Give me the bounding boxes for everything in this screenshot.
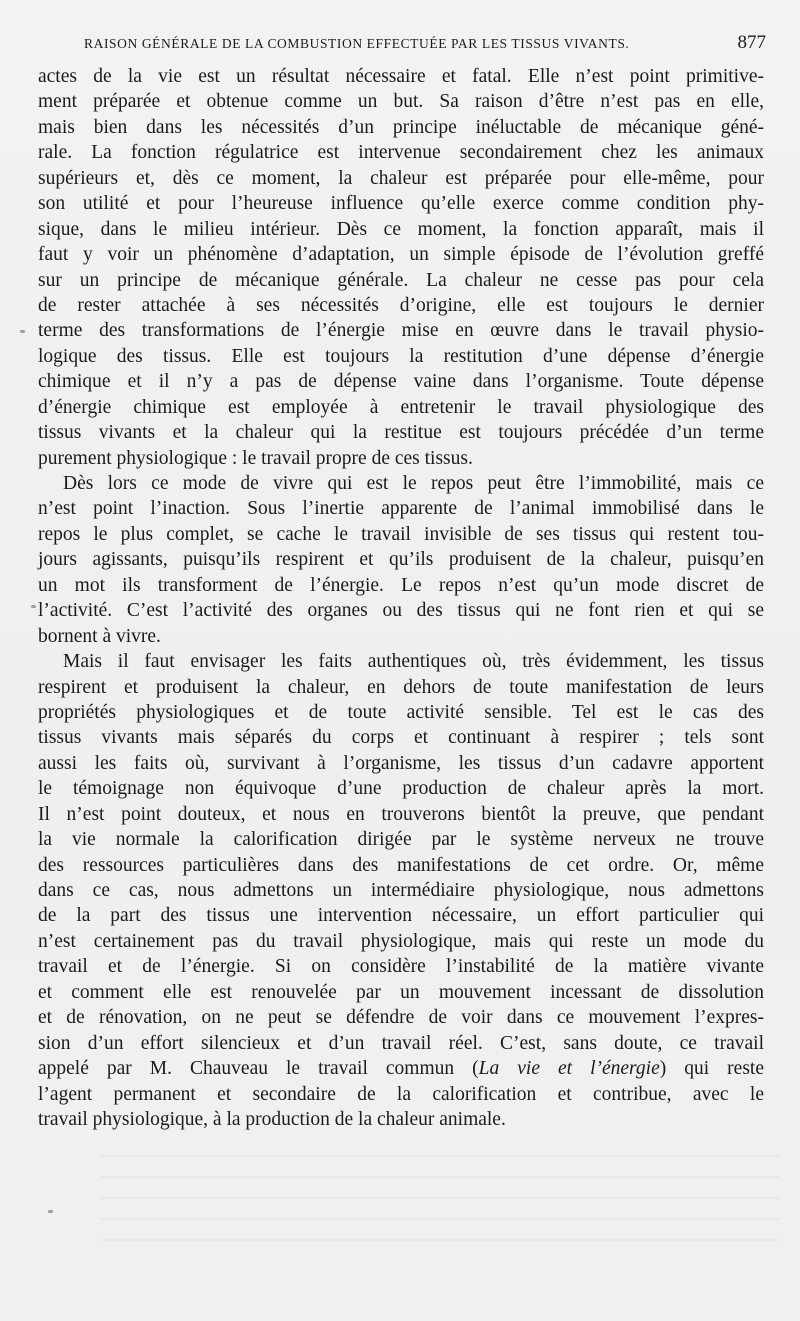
- margin-speck: [20, 330, 25, 333]
- text-line: dans ce cas, nous admettons un intermédiaire physiologique, nous admettons: [38, 880, 764, 901]
- text-line: n’est point l’inaction. Sous l’inertie apparente de l’animal immobilisé dans le: [38, 498, 764, 520]
- text-line: chimique et il n’y a pas de dépense vaine dans l’organisme. Toute dépense: [38, 371, 764, 393]
- text-line: tissus vivants mais séparés du corps et continuant à respirer ; tels sont: [38, 727, 764, 749]
- text-line: de rester attachée à ses nécessités d’origine, elle est toujours le dernier: [38, 294, 764, 316]
- text-line: le témoignage non équivoque d’une production de chaleur après la mort.: [38, 778, 764, 800]
- text-line: un mot ils transforment de l’énergie. Le repos n’est qu’un mode discret de: [38, 574, 764, 596]
- text-line: respirent et produisent la chaleur, en dehors de toute manifestation de leurs: [38, 676, 764, 698]
- text-line: mais bien dans les nécessités d’un principe inéluctable de mécanique géné-: [38, 116, 764, 138]
- text-line: d’énergie chimique est employée à entretenir le travail physiologique des: [38, 396, 764, 418]
- text-line: et comment elle est renouvelée par un mouvement incessant de dissolution: [38, 981, 764, 1003]
- show-through-texture: [100, 1155, 780, 1250]
- paragraph-end-line: travail physiologique, à la production de la chaleur animale.: [38, 1108, 506, 1130]
- cited-title: La vie et l’énergie: [478, 1058, 660, 1080]
- text-line: travail et de l’énergie. Si on considère l’instabilité de la matière vivante: [38, 956, 764, 978]
- paragraph-start-line: Mais il faut envisager les faits authentiques où, très évidemment, les tissus: [63, 651, 764, 673]
- paragraph-start-line: Dès lors ce mode de vivre qui est le repos peut être l’immobilité, mais ce: [63, 473, 764, 494]
- text-line: jours agissants, puisqu’ils respirent et qu’ils produisent de la chaleur, puisqu’en: [38, 549, 764, 571]
- margin-speck: [48, 1210, 53, 1213]
- page-number: 877: [737, 32, 766, 53]
- text-line: tissus vivants et la chaleur qui la restitue est toujours précédée d’un terme: [38, 422, 764, 444]
- text-line: sur un principe de mécanique générale. La chaleur ne cesse pas pour cela: [38, 269, 764, 291]
- text-line-with-title: [38, 1056, 764, 1081]
- paragraph-end-line: bornent à vivre.: [38, 625, 161, 647]
- text-line: logique des tissus. Elle est toujours la restitution d’une dépense d’énergie: [38, 345, 764, 367]
- paragraph-end-line: purement physiologique : le travail propre de ces tissus.: [38, 447, 473, 469]
- text-line: des ressources particulières dans des manifestations de cet ordre. Or, même: [38, 854, 764, 876]
- text-line: propriétés physiologiques et de toute activité sensible. Tel est le cas des: [38, 701, 764, 723]
- text-line: actes de la vie est un résultat nécessaire et fatal. Elle n’est point primitive-: [38, 66, 764, 87]
- text-line: faut y voir un phénomène d’adaptation, un simple épisode de l’évolution greffé: [38, 244, 764, 266]
- text-line: aussi les faits où, survivant à l’organisme, les tissus d’un cadavre apportent: [38, 752, 764, 774]
- text-line: repos le plus complet, se cache le travail invisible de ses tissus qui restent tou-: [38, 523, 764, 545]
- body-text: [38, 64, 764, 1132]
- text-line: sion d’un effort silencieux et d’un travail réel. C’est, sans doute, ce travail: [38, 1032, 764, 1054]
- text-line: la vie normale la calorification dirigée par le système nerveux ne trouve: [38, 829, 764, 851]
- text-fragment: appelé par M. Chauveau le travail commun (: [38, 1058, 479, 1080]
- text-line: rale. La fonction régulatrice est intervenue secondairement chez les animaux: [38, 142, 764, 164]
- text-line: terme des transformations de l’énergie mise en œuvre dans le travail physio-: [38, 320, 764, 342]
- page-header: [84, 32, 766, 56]
- text-line: et de rénovation, on ne peut se défendre de voir dans ce mouvement l’expres-: [38, 1007, 764, 1029]
- text-line: n’est certainement pas du travail physiologique, mais qui reste un mode du: [38, 930, 764, 952]
- text-line: ment préparée et obtenue comme un but. Sa raison d’être n’est pas en elle,: [38, 91, 764, 113]
- margin-speck: [31, 605, 36, 608]
- text-fragment: ) qui reste: [659, 1058, 764, 1080]
- text-line: son utilité et pour l’heureuse influence qu’elle exerce comme condition phy-: [38, 193, 764, 215]
- text-line: Il n’est point douteux, et nous en trouverons bientôt la preuve, que pendant: [38, 803, 764, 825]
- running-title: RAISON GÉNÉRALE DE LA COMBUSTION EFFECTUÉE PAR LES TISSUS VIVANTS.: [84, 36, 630, 51]
- text-line: supérieurs et, dès ce moment, la chaleur est préparée pour elle-même, pour: [38, 167, 764, 189]
- text-line: sique, dans le milieu intérieur. Dès ce moment, la fonction apparaît, mais il: [38, 218, 764, 240]
- text-line: l’agent permanent et secondaire de la calorification et contribue, avec le: [38, 1083, 764, 1105]
- text-line: de la part des tissus une intervention nécessaire, un effort particulier qui: [38, 905, 764, 927]
- text-line: l’activité. C’est l’activité des organes ou des tissus qui ne font rien et qui se: [38, 600, 764, 622]
